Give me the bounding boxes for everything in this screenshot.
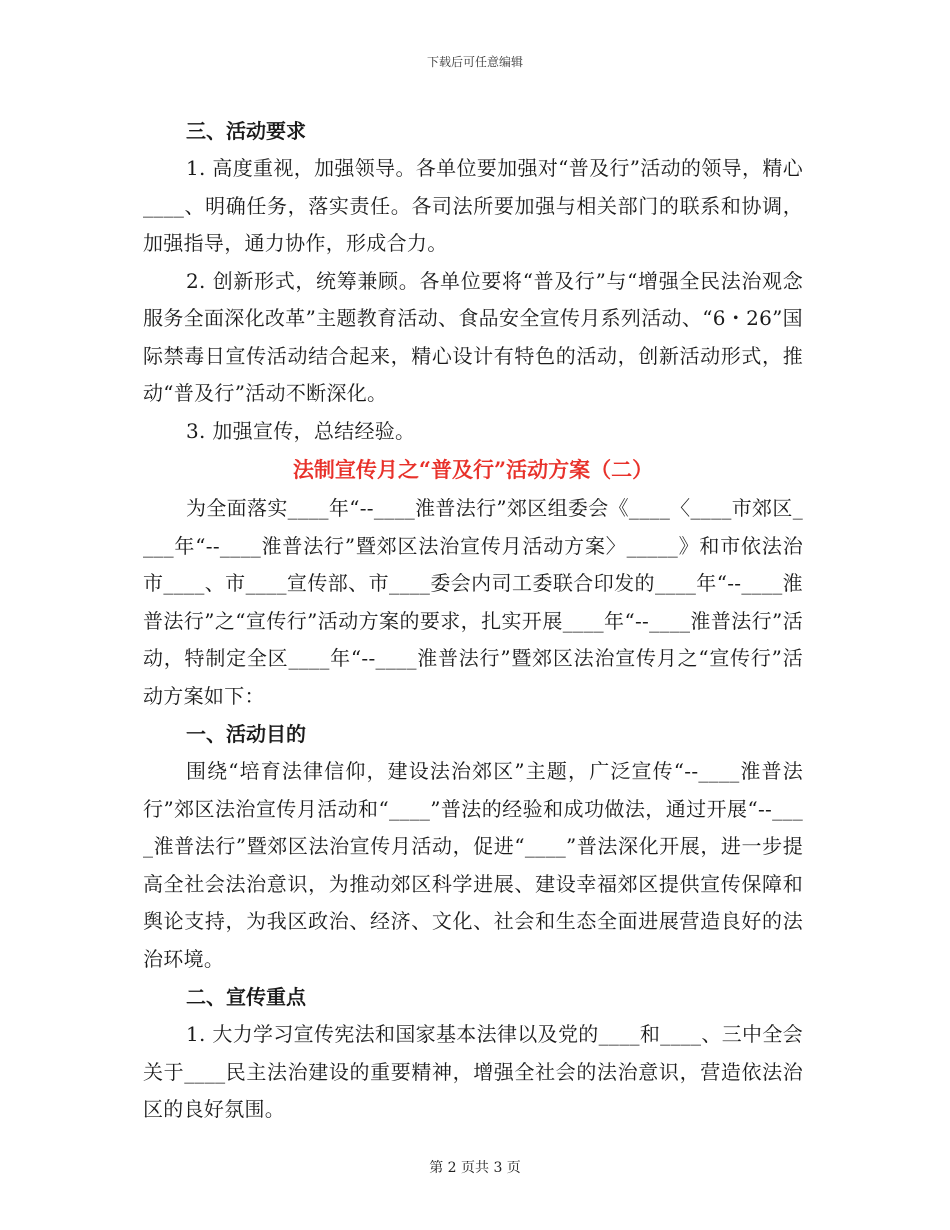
heading-publicity-focus: 二、宣传重点	[186, 985, 306, 1009]
heading-activity-purpose: 一、活动目的	[186, 722, 306, 746]
paragraph-focus-1: 1. 大力学习宣传宪法和国家基本法律以及党的____和____、三中全会关于____民主法治建设的重要精神，增强全社会的法治意识，营造依法治区的良好氛围。	[143, 1022, 803, 1121]
paragraph-requirement-2: 2. 创新形式，统筹兼顾。各单位要将“普及行”与“增强全民法治观念服务全面深化改革”主题教育活动、食品安全宣传月系列活动、“6・26”国际禁毒日宣传活动结合起来，精心设计有特色的活动，创新活动形式，推动“普及行”活动不断深化。	[143, 268, 803, 405]
paragraph-purpose: 围绕“培育法律信仰，建设法治郊区”主题，广泛宣传“--____淮普法行”郊区法治宣传月活动和“____”普法的经验和成功做法，通过开展“--____淮普法行”暨郊区法治宣传月活动，促进“____”普法深化开展，进一步提高全社会法治意识，为推动郊区科学进展、建设幸福郊区提供宣传保障和舆论支持，为我区政治、经济、文化、社会和生态全面进展营造良好的法治环境。	[143, 759, 803, 971]
paragraph-requirement-3: 3. 加强宣传，总结经验。	[186, 418, 416, 443]
page-number: 第 2 页共 3 页	[429, 1160, 521, 1176]
paragraph-requirement-1: 1. 高度重视，加强领导。各单位要加强对“普及行”活动的领导，精心____、明确任务，落实责任。各司法所要加强与相关部门的联系和协调，加强指导，通力协作，形成合力。	[143, 156, 803, 255]
heading-activity-requirements: 三、活动要求	[186, 119, 306, 143]
paragraph-intro: 为全面落实____年“--____淮普法行”郊区组委会《____〈____市郊区____年“--____淮普法行”暨郊区法治宣传月活动方案〉_____》和市依法治市____、市____宣传部、市____委会内司工委联合印发的____年“--____淮普法行”之“宣传行”活动方案的要求，扎实开展____年“--____淮普法行”活动，特制定全区____年“--____淮普法行”暨郊区法治宣传月之“宣传行”活动方案如下：	[143, 496, 803, 708]
document-body	[143, 112, 803, 1129]
header-note: 下载后可任意编辑	[426, 55, 523, 69]
section-title-plan-two: 法制宣传月之“普及行”活动方案（二）	[292, 457, 654, 482]
